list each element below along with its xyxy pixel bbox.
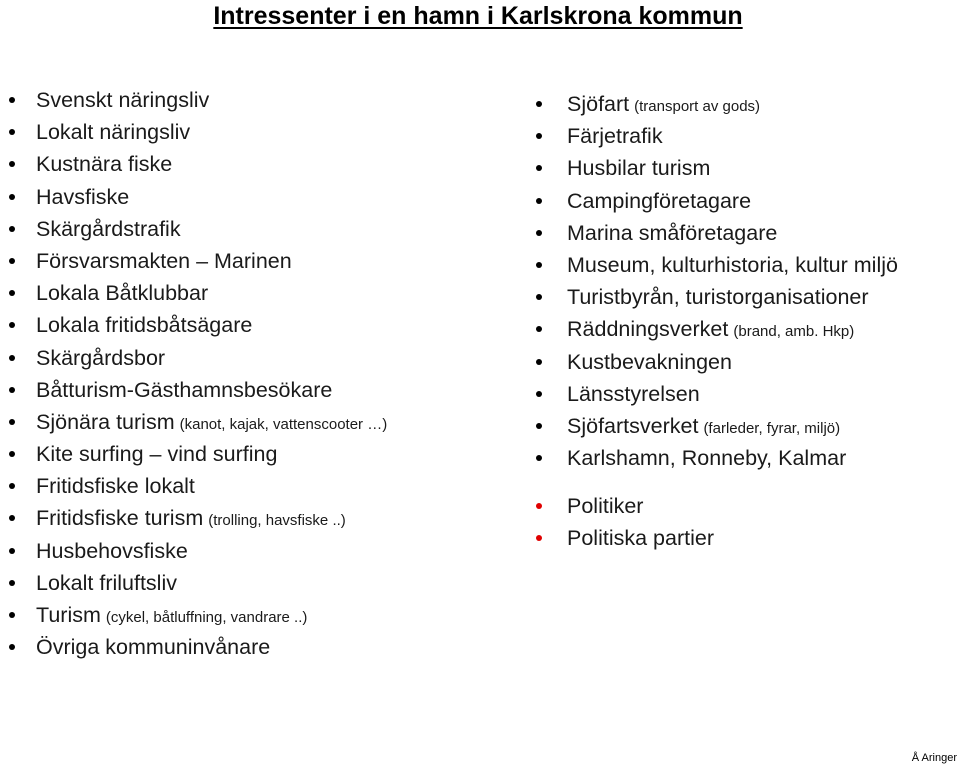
item-text: Skärgårdsbor	[36, 345, 166, 370]
item-text: Lokalt friluftsliv	[36, 570, 177, 595]
item-text: Länsstyrelsen	[567, 381, 700, 406]
bullet-icon	[536, 133, 542, 139]
list-item	[0, 567, 505, 599]
list-item	[521, 152, 960, 184]
item-text: Havsfiske	[36, 184, 130, 209]
list-item	[521, 442, 960, 474]
item-text: Husbilar turism	[567, 156, 711, 181]
list-gap	[521, 474, 960, 490]
bullet-icon	[536, 230, 542, 236]
bullet-icon	[536, 359, 542, 365]
item-note: (trolling, havsfiske ..)	[208, 512, 346, 530]
stakeholder-list-left	[0, 84, 505, 663]
item-text: Lokalt näringsliv	[36, 120, 191, 145]
list-item	[0, 245, 505, 277]
bullet-icon	[9, 387, 15, 393]
list-item	[0, 277, 505, 309]
list-item	[0, 374, 505, 406]
list-item	[0, 631, 505, 663]
item-text: Sjöfart	[567, 92, 630, 116]
list-item	[0, 213, 505, 245]
item-text: Svenskt näringsliv	[36, 88, 210, 112]
bullet-icon	[536, 294, 542, 300]
list-item	[521, 410, 960, 442]
list-item	[0, 406, 505, 438]
list-item	[521, 281, 960, 313]
list-item	[0, 148, 505, 180]
item-text: Husbehovsfiske	[36, 538, 188, 563]
bullet-icon	[536, 262, 542, 268]
bullet-icon	[9, 129, 15, 135]
item-text: Båtturism-Gästhamnsbesökare	[36, 377, 333, 402]
list-item	[0, 438, 505, 470]
bullet-icon	[9, 612, 15, 618]
item-note: (kanot, kajak, vattenscooter …)	[179, 415, 388, 433]
stakeholder-list-right	[521, 88, 960, 555]
list-item	[521, 378, 960, 410]
author-credit: Å Aringer	[911, 752, 957, 764]
bullet-icon	[9, 580, 15, 586]
item-text: Lokala fritidsbåtsägare	[36, 313, 253, 338]
bullet-icon	[9, 97, 15, 103]
list-item	[0, 309, 505, 341]
bullet-icon	[9, 322, 15, 328]
item-text: Räddningsverket	[567, 317, 729, 342]
red-bullet-icon	[536, 535, 542, 541]
item-text: Försvarsmakten – Marinen	[36, 248, 292, 273]
item-note: (brand, amb. Hkp)	[733, 323, 855, 341]
list-item	[521, 346, 960, 378]
bullet-icon	[536, 455, 542, 461]
bullet-icon	[9, 226, 15, 232]
item-text: Lokala Båtklubbar	[36, 281, 209, 306]
item-text: Sjönära turism	[36, 409, 175, 434]
item-text: Sjöfartsverket	[567, 413, 699, 438]
bullet-icon	[536, 165, 542, 171]
item-text: Turism	[36, 603, 101, 627]
bullet-icon	[9, 258, 15, 264]
bullet-icon	[9, 451, 15, 457]
item-text: Politiker	[567, 494, 644, 519]
list-item	[0, 116, 505, 148]
list-item	[521, 313, 960, 345]
bullet-icon	[536, 198, 542, 204]
list-item	[521, 249, 960, 281]
bullet-icon	[9, 515, 15, 521]
list-item	[0, 470, 505, 502]
list-item	[0, 342, 505, 374]
list-item	[521, 88, 960, 120]
bullet-icon	[9, 483, 15, 489]
item-text: Politiska partier	[567, 526, 714, 551]
item-text: Campingföretagare	[567, 188, 752, 213]
item-text: Turistbyrån, turistorganisationer	[567, 285, 869, 310]
item-text: Fritidsfiske turism	[36, 506, 204, 531]
list-item	[521, 185, 960, 217]
bullet-icon	[9, 644, 15, 650]
list-item	[0, 502, 505, 534]
item-note: (cykel, båtluffning, vandrare ..)	[105, 609, 308, 626]
item-text: Skärgårdstrafik	[36, 216, 181, 241]
list-item	[521, 120, 960, 152]
item-text: Färjetrafik	[567, 124, 663, 149]
item-text: Kite surfing – vind surfing	[36, 442, 278, 467]
bullet-icon	[9, 194, 15, 200]
item-text: Fritidsfiske lokalt	[36, 474, 195, 499]
red-bullet-icon	[536, 503, 542, 509]
item-text: Karlshamn, Ronneby, Kalmar	[567, 446, 847, 471]
item-note: (transport av gods)	[634, 98, 761, 115]
item-text: Kustnära fiske	[36, 152, 173, 177]
bullet-icon	[9, 355, 15, 361]
bullet-icon	[536, 326, 542, 332]
list-item	[0, 84, 505, 116]
item-text: Kustbevakningen	[567, 349, 732, 374]
bullet-icon	[536, 423, 542, 429]
list-item	[0, 535, 505, 567]
bullet-icon	[9, 548, 15, 554]
item-text: Övriga kommuninvånare	[36, 635, 271, 660]
list-item	[0, 181, 505, 213]
list-item	[521, 217, 960, 249]
bullet-icon	[536, 391, 542, 397]
list-item	[0, 599, 505, 631]
item-note: (farleder, fyrar, miljö)	[703, 419, 841, 437]
bullet-icon	[9, 161, 15, 167]
list-item	[521, 522, 960, 554]
bullet-icon	[536, 101, 542, 107]
item-text: Marina småföretagare	[567, 220, 778, 245]
slide-title: Intressenter i en hamn i Karlskrona kommun	[213, 2, 743, 30]
bullet-icon	[9, 290, 15, 296]
item-text: Museum, kulturhistoria, kultur miljö	[567, 252, 898, 277]
bullet-icon	[9, 419, 15, 425]
list-item	[521, 490, 960, 522]
